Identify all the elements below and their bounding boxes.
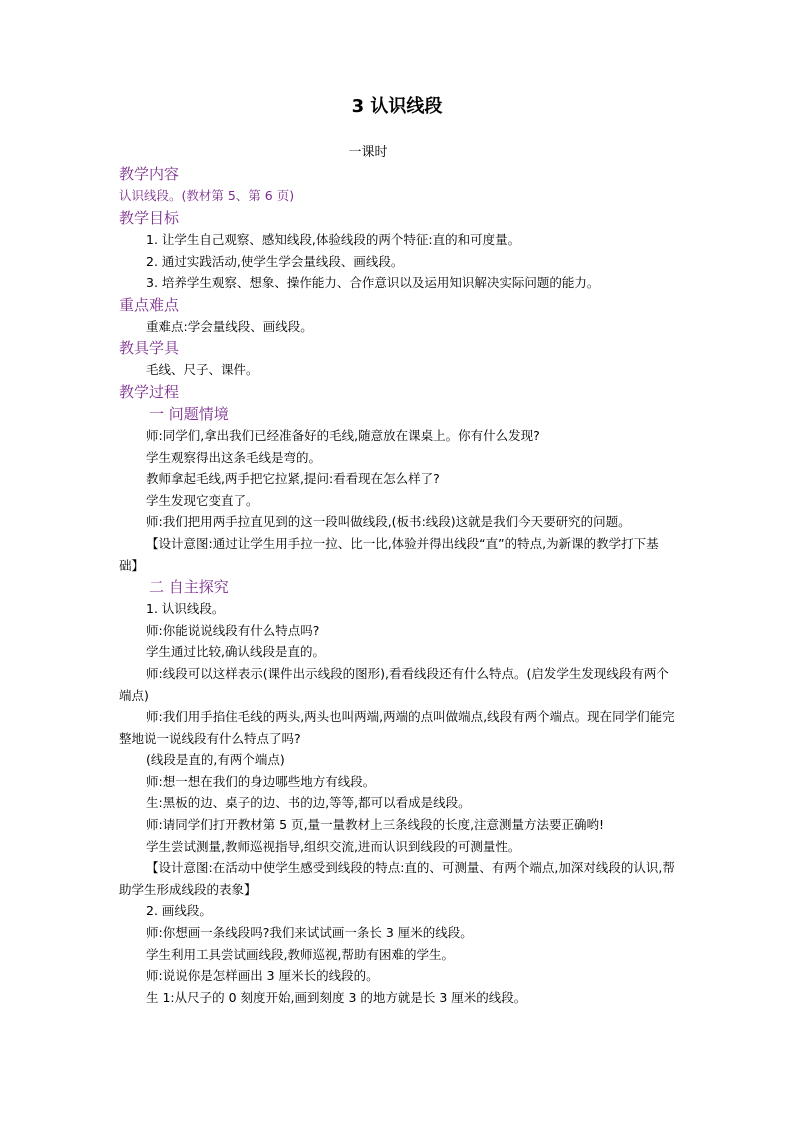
step-heading: 二 自主探究 — [149, 578, 229, 597]
section-heading: 教学目标 — [119, 209, 180, 227]
paragraph: 2. 通过实践活动,使学生学会量线段、画线段。 — [146, 253, 404, 269]
paragraph: 学生观察得出这条毛线是弯的。 — [146, 449, 322, 465]
paragraph: 1. 让学生自己观察、感知线段,体验线段的两个特征:直的和可度量。 — [146, 232, 521, 247]
paragraph: 2. 画线段。 — [146, 903, 212, 919]
content-reference: 认识线段。(教材第 5、第 6 页) — [119, 188, 295, 203]
paragraph: 生:黑板的边、桌子的边、书的边,等等,都可以看成是线段。 — [146, 795, 471, 811]
paragraph: 3. 培养学生观察、想象、操作能力、合作意识以及运用知识解决实际问题的能力。 — [146, 275, 600, 291]
paragraph: 师:你能说说线段有什么特点吗? — [146, 622, 320, 638]
section-heading: 教具学具 — [119, 339, 180, 358]
section-heading: 重点难点 — [119, 295, 180, 314]
step-heading: 一 问题情境 — [149, 404, 229, 423]
paragraph: (线段是直的,有两个端点) — [146, 752, 285, 768]
lesson-title: 3 认识线段 — [351, 96, 443, 117]
paragraph: 学生通过比较,确认线段是直的。 — [146, 644, 325, 660]
paragraph: 师:说说你是怎样画出 3 厘米长的线段的。 — [146, 968, 379, 984]
paragraph: 学生利用工具尝试画线段,教师巡视,帮助有困难的学生。 — [146, 946, 454, 962]
paragraph: 师:想一想在我们的身边哪些地方有线段。 — [146, 773, 376, 789]
paragraph: 学生发现它变直了。 — [146, 492, 259, 508]
paragraph: 师:请同学们打开教材第 5 页,量一量教材上三条线段的长度,注意测量方法要正确哟! — [146, 817, 605, 833]
section-heading: 教学内容 — [119, 165, 180, 183]
paragraph: 师:你想画一条线段吗?我们来试试画一条长 3 厘米的线段。 — [146, 925, 473, 941]
paragraph: 师:我们把用两手拉直见到的这一段叫做线段,(板书:线段)这就是我们今天要研究的问题。 — [146, 514, 631, 530]
lesson-subtitle: 一课时 — [348, 145, 388, 160]
paragraph: 生 1:从尺子的 0 刻度开始,画到刻度 3 的地方就是长 3 厘米的线段。 — [146, 989, 527, 1005]
section-heading: 教学过程 — [119, 382, 180, 401]
paragraph: 1. 认识线段。 — [146, 601, 225, 617]
paragraph: 师:线段可以这样表示(课件出示线段的图形),看看线段还有什么特点。(启发学生发现线段有两个端点) — [119, 665, 669, 703]
paragraph: 【设计意图:在活动中使学生感受到线段的特点:直的、可测量、有两个端点,加深对线段的认识,帮助学生形成线段的表象】 — [119, 860, 675, 897]
paragraph: 师:我们用手掐住毛线的两头,两头也叫两端,两端的点叫做端点,线段有两个端点。现在同学们能完整地说一说线段有什么特点了吗? — [119, 709, 675, 746]
paragraph: 师:同学们,拿出我们已经准备好的毛线,随意放在课桌上。你有什么发现? — [146, 427, 540, 443]
paragraph: 教师拿起毛线,两手把它拉紧,提问:看看现在怎么样了? — [146, 471, 440, 487]
paragraph: 毛线、尺子、课件。 — [146, 362, 259, 378]
lesson-body — [119, 163, 677, 1008]
paragraph: 重难点:学会量线段、画线段。 — [146, 318, 313, 334]
paragraph: 【设计意图:通过让学生用手拉一拉、比一比,体验并得出线段“直”的特点,为新课的教学打下基础】 — [119, 535, 659, 573]
paragraph: 学生尝试测量,教师巡视指导,组织交流,进而认识到线段的可测量性。 — [146, 838, 521, 854]
